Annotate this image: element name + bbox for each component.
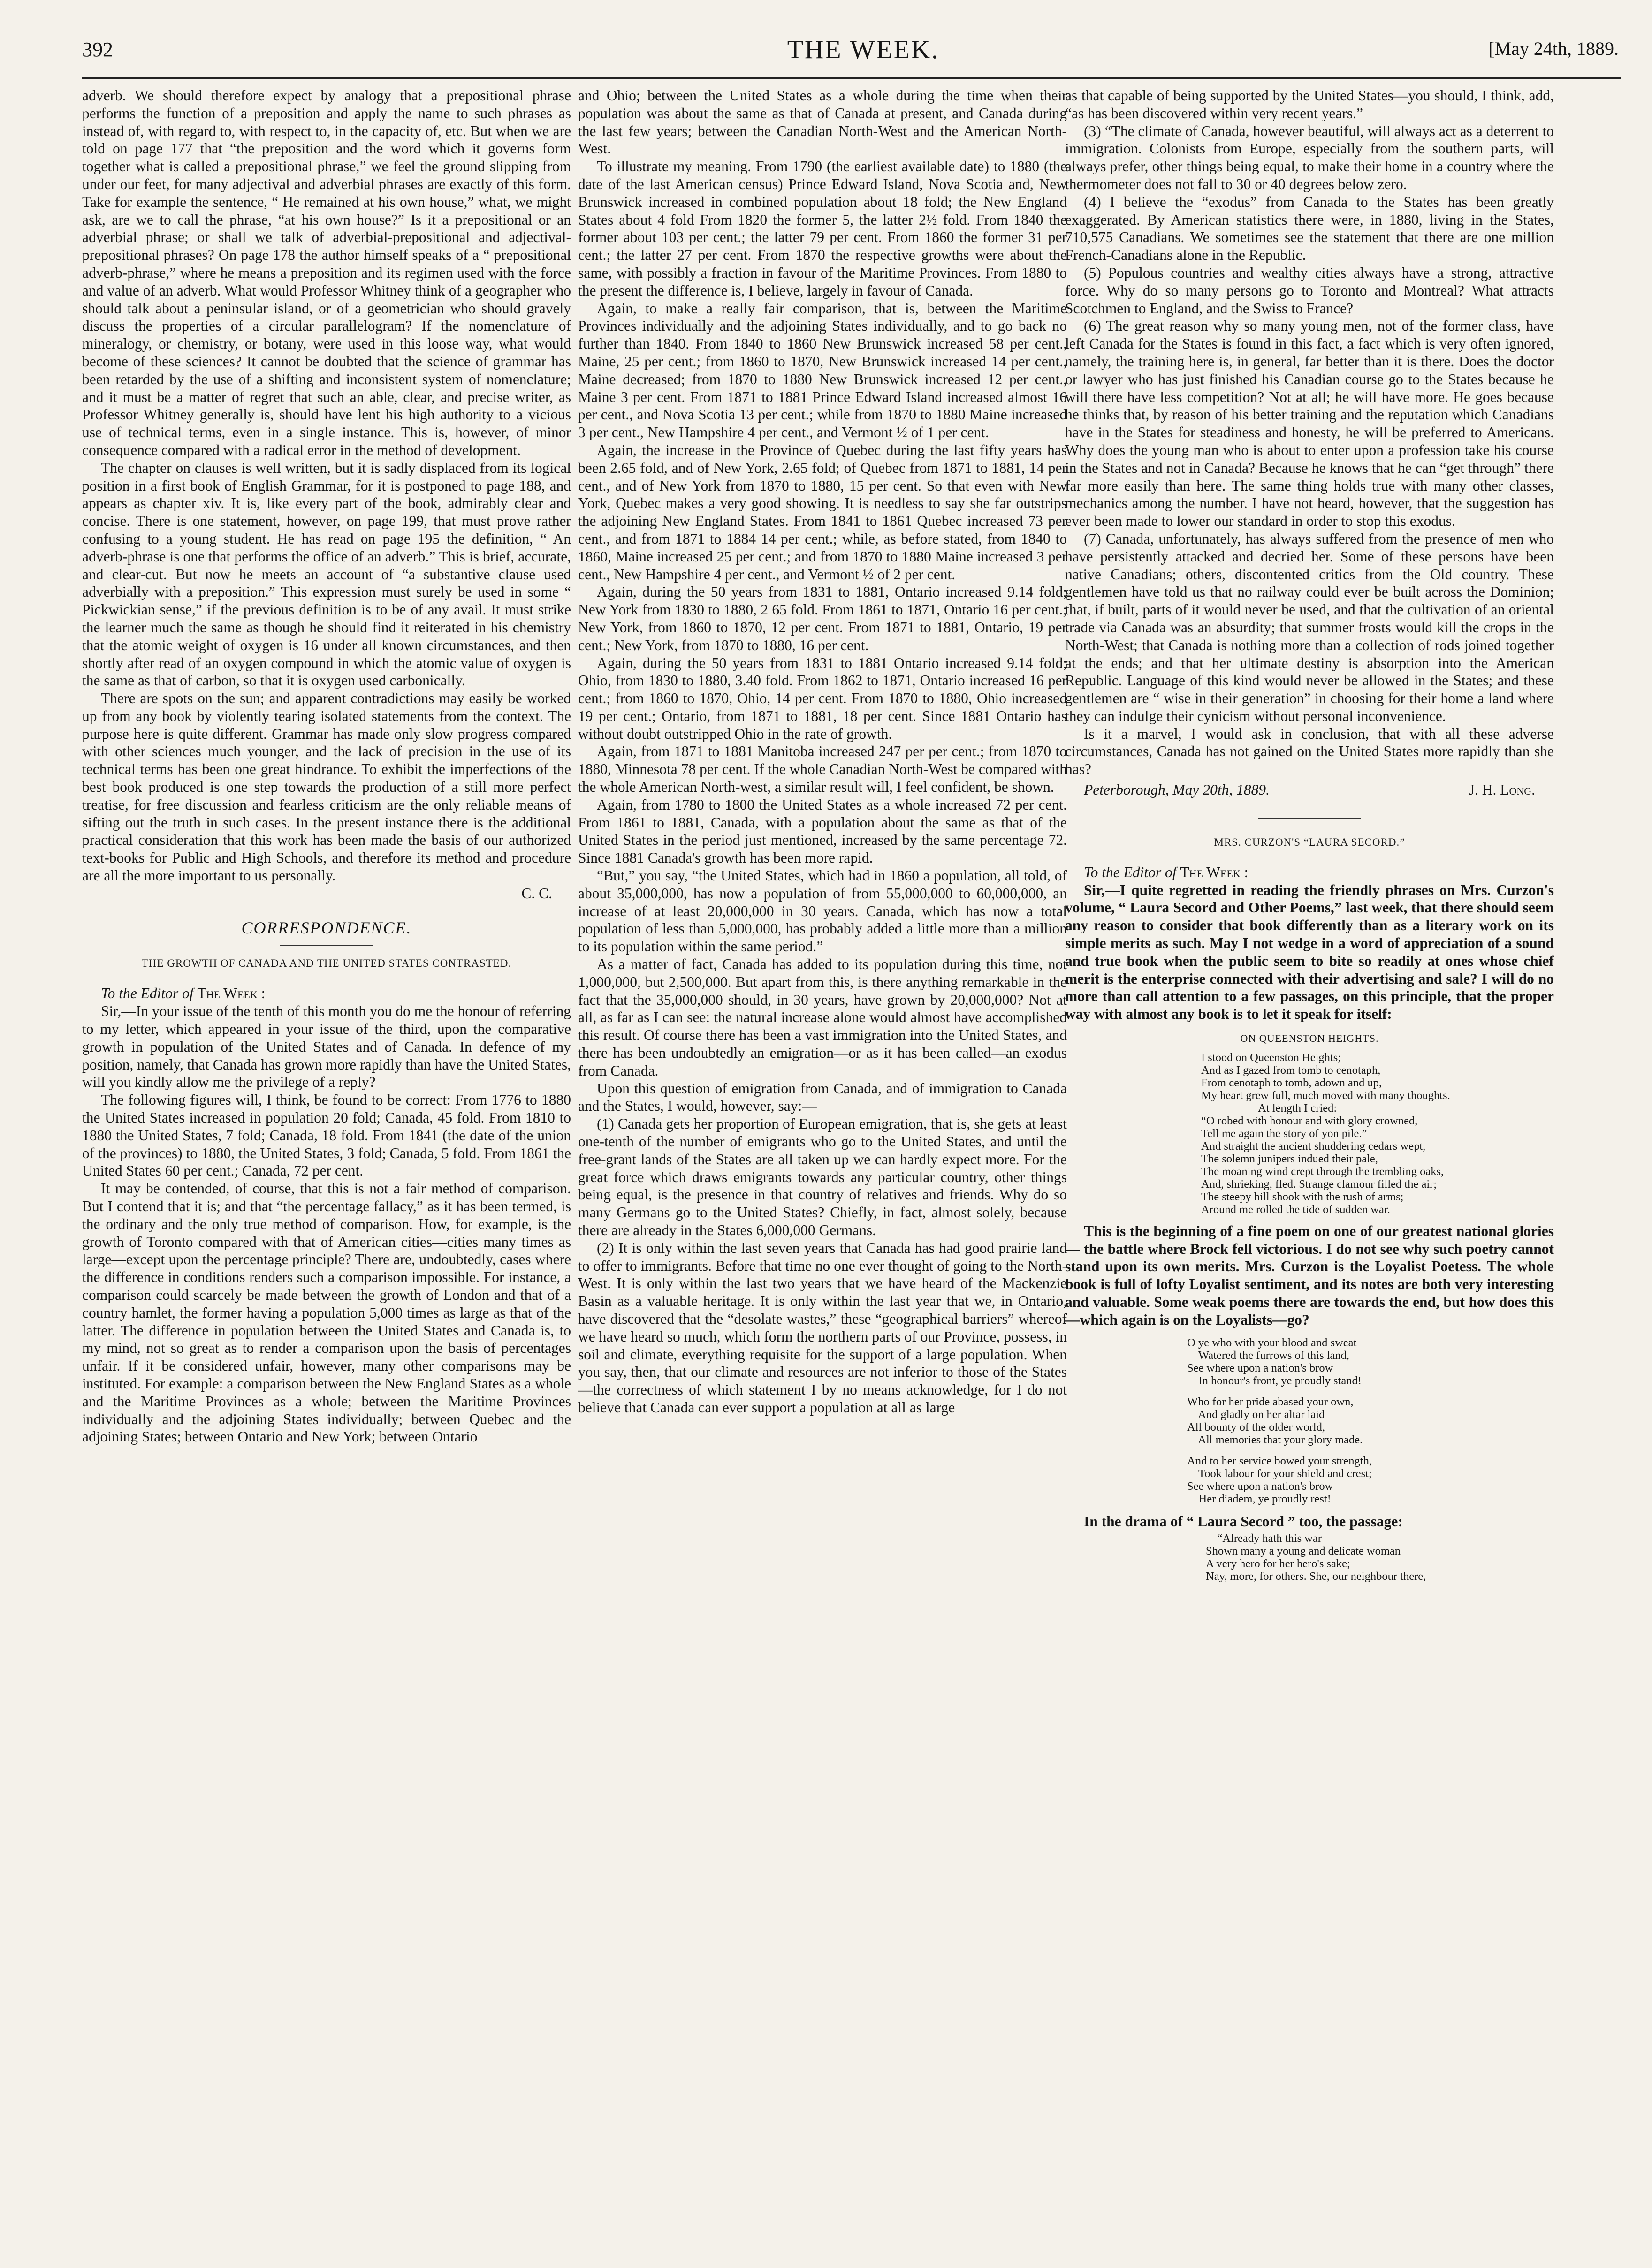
signature-name: J. H. Long. <box>1469 781 1535 798</box>
letter-paragraph: In the drama of “ Laura Secord ” too, the passage: <box>1084 1513 1403 1530</box>
divider <box>1258 818 1361 819</box>
poem-line: All memories that your glory made. <box>1187 1433 1363 1446</box>
poem-line: See where upon a nation's brow <box>1187 1479 1333 1493</box>
poem-line: At length I cried: <box>1201 1101 1337 1115</box>
paragraph: Again, from 1871 to 1881 Manitoba increased 247 per per cent.; from 1870 to 1880, Minnesota 78 per cent. If the whole Canadian North-West be compared with the whole American North-west, a similar result will, I feel confident, be shown. <box>578 743 1067 796</box>
editor-prefix: To the Editor of <box>101 985 194 1002</box>
paragraph: Is it a marvel, I would ask in conclusion, that with all these adverse circumstances, Canada has not gained on the United States more rapidly than she has? <box>1065 725 1554 778</box>
paragraph: (2) It is only within the last seven years that Canada has had good prairie land to offer to immigrants. Before that time no one ever thought of going to the North-West. It is only within the last two years that we have heard of the Mackenzie Basin as a valuable heritage. It is only within the last year that we, in Ontario, have discovered that the “desolate wastes,” these “geographical barriers” whereof we have heard so much, which form the northern parts of our Province, possess, in soil and climate, everything requisite for the support of a large population. When you say, then, that our climate and resources are not inferior to those of the States—the correctness of which statement I by no means acknowledge, for I do not believe that Canada can ever support a population at all as large <box>578 1239 1067 1416</box>
poem-line: Who for her pride abased your own, <box>1187 1395 1354 1408</box>
poem-line: And as I gazed from tomb to cenotaph, <box>1201 1063 1381 1077</box>
paragraph: Again, the increase in the Province of Quebec during the last fifty years has been 2.65 fold, and of New York, 2.65 fold; of Quebec from 1871 to 1881, 14 per cent., and of New York from 1870 to 1880, 15 per cent. So that even with New York, Quebec makes a very good showing. It is needless to say she far outstrips the adjoining New England States. From 1841 to 1861 Quebec increased 73 per cent., and from 1871 to 1884 14 per cent.; while, as before stated, from 1840 to 1860, Maine increased 25 per cent.; and from 1870 to 1880 Maine increased 3 per cent., New Hampshire 4 per cent., and Vermont ½ of 2 per cent. <box>578 441 1067 583</box>
poem-line: “O robed with honour and with glory crowned, <box>1201 1114 1418 1127</box>
poem-line: Tell me again the story of yon pile.” <box>1201 1127 1367 1140</box>
editor-suffix: : <box>261 985 266 1002</box>
column-3 <box>1065 87 1554 2245</box>
poem-line: A very hero for her hero's sake; <box>1206 1557 1350 1570</box>
page-number: 392 <box>82 38 113 61</box>
poem-line: Around me rolled the tide of sudden war. <box>1201 1203 1390 1216</box>
poem-line: The solemn junipers indued their pale, <box>1201 1152 1378 1165</box>
paragraph: To illustrate my meaning. From 1790 (the earliest available date) to 1880 (the date of the last American census) Prince Edward Island, Nova Scotia and, New Brunswick increased in combined population about 18 fold; the New England States about 4 fold From 1820 the former 5, the latter 2½ fold. From 1840 the former about 103 per cent.; the latter 79 per cent. From 1860 the former 31 per cent.; the latter 27 per cent. From 1870 the respective growths were about the same, with possibly a fraction in favour of the Maritime Provinces. From 1880 to the present the difference is, I believe, largely in favour of Canada. <box>578 158 1067 299</box>
paragraph: As a matter of fact, Canada has added to its population during this time, not 1,000,000, but 2,500,000. But apart from this, is there anything remarkable in the fact that the 35,000,000 should, in 30 years, have grown by 20,000,000? Not at all, as far as I can see: the natural increase alone would almost have accomplished this result. Of course there has been a vast immigration into the United States, and there has been undoubtedly an emigration—or as it has been called—an exodus from Canada. <box>578 956 1067 1079</box>
poem-line: O ye who with your blood and sweat <box>1187 1336 1357 1349</box>
signature: C. C. <box>521 885 552 902</box>
header-rule <box>82 77 1621 79</box>
letter-body <box>1065 881 1554 1583</box>
poem-line: My heart grew full, much moved with many thoughts. <box>1201 1089 1450 1102</box>
poem-line: The moaning wind crept through the trembling oaks, <box>1201 1165 1444 1178</box>
poem-line: And, shrieking, fled. Strange clamour filled the air; <box>1201 1177 1437 1191</box>
section-title: CORRESPONDENCE. <box>241 918 412 937</box>
letter-paragraph: The following figures will, I think, be found to be correct: From 1776 to 1880 the United States increased in population 20 fold; Canada, 45 fold. From 1810 to 1880 the United States, 7 fold; Canada, 18 fold. From 1841 (the date of the union of the provinces) to 1880, the United States, 3 fold; Canada, 5 fold. From 1861 the United States 60 per cent.; Canada, 72 per cent. <box>82 1092 571 1179</box>
issue-date: [May 24th, 1889. <box>1488 38 1619 59</box>
poem-line: All bounty of the older world, <box>1187 1420 1325 1434</box>
editor-paper: The Week <box>197 985 258 1002</box>
column-1 <box>82 87 571 2245</box>
poem-line: Took labour for your shield and crest; <box>1187 1467 1372 1480</box>
paragraph: The chapter on clauses is well written, but it is sadly displaced from its logical position in a first book of English Grammar, for it is postponed to page 188, and appears as chapter xiv. It is, like every part of the book, admirably clear and concise. There is one statement, however, on page 199, that must prove rather confusing to a young student. He has read on page 195 the definition, “ An adverb-phrase is one that performs the office of an adverb.” This is brief, accurate, and clear-cut. But now he meets an account of “a substantive clause used adverbially with a preposition.” This expression must surely be used in some “ Pickwickian sense,” if the previous definition is to be of any avail. It must strike the learner much the same as though he should find it reiterated in his chemistry that the atomic weight of oxygen is 16 under all known circumstances, and then shortly after read of an oxygen compound in which the atomic value of oxygen is the same as that of carbon, so that it is oxygen used carbonically. <box>82 459 571 689</box>
paragraph: as that capable of being supported by the United States—you should, I think, add, “as has been discovered within very recent years.” <box>1065 87 1554 121</box>
poem-line: From cenotaph to tomb, adown and up, <box>1201 1076 1382 1089</box>
poem-line: Watered the furrows of this land, <box>1187 1349 1349 1362</box>
letter-heading: MRS. CURZON'S “LAURA SECORD.” <box>1214 836 1405 848</box>
paragraph: Again, during the 50 years from 1831 to 1881 Ontario increased 9.14 fold; Ohio, from 1830 to 1880, 3.40 fold. From 1862 to 1871, Ontario increased 16 per cent.; from 1860 to 1870, Ohio, 14 per cent. From 1870 to 1880, Ohio increased 19 per cent.; Ontario, from 1871 to 1881, 18 per cent. Since 1881 Ontario has without doubt outstripped Ohio in the rate of growth. <box>578 654 1067 742</box>
paragraph: (3) “The climate of Canada, however beautiful, will always act as a deterrent to immigration. Colonists from Europe, especially from the southern parts, will always prefer, other things being equal, to make their home in a country where the thermometer does not fall to 30 or 40 degrees below zero. <box>1065 122 1554 192</box>
paragraph: Again, during the 50 years from 1831 to 1881, Ontario increased 9.14 fold; New York from 1830 to 1880, 2 65 fold. From 1861 to 1871, Ontario 16 per cent.; New York, from 1860 to 1870, 12 per cent. From 1871 to 1881, Ontario, 19 per cent.; New York, from 1870 to 1880, 16 per cent. <box>578 584 1067 653</box>
paragraph: (4) I believe the “exodus” from Canada to the States has been greatly exaggerated. By American statistics there were, in 1880, living in the States, 710,575 Canadians. We sometimes see the statement that there are one million French-Canadians alone in the Republic. <box>1065 193 1554 264</box>
poem-line: Her diadem, ye proudly rest! <box>1187 1492 1331 1505</box>
poem-line: And gladly on her altar laid <box>1187 1408 1325 1421</box>
section-rule <box>280 945 373 946</box>
poem-loyalists <box>1187 1336 1554 1505</box>
poem-queenston <box>1201 1051 1554 1216</box>
editor-paper: The Week <box>1180 864 1241 880</box>
editor-address <box>1065 864 1554 881</box>
paragraph: and Ohio; between the United States as a whole during the time when their population was about the same as that of Canada at present, and Canada during the last few years; between the Canadian North-West and the American North-West. <box>578 87 1067 157</box>
signature-place: Peterborough, May 20th, 1889. <box>1084 781 1270 798</box>
paragraph: Again, from 1780 to 1800 the United States as a whole increased 72 per cent. From 1861 to 1881, Canada, with a population about the same as that of the United States in the period just mentioned, increased by the same percentage 72. Since 1881 Canada's growth has been more rapid. <box>578 796 1067 866</box>
poem-line: And straight the ancient shuddering cedars wept, <box>1201 1139 1426 1153</box>
poem-line: And to her service bowed your strength, <box>1187 1454 1372 1467</box>
paragraph: (5) Populous countries and wealthy cities always have a strong, attractive force. Why do so many persons go to Toronto and Montreal? What attracts Scotchmen to England, and the Swiss to France? <box>1065 264 1554 317</box>
editor-address <box>82 985 571 1002</box>
masthead-title: THE WEEK. <box>787 35 940 64</box>
editor-prefix: To the Editor of <box>1084 864 1177 880</box>
poem-title: ON QUEENSTON HEIGHTS. <box>1240 1032 1379 1045</box>
poem-line: “Already hath this war <box>1206 1532 1322 1545</box>
stanza-gap <box>1187 1387 1554 1396</box>
letter-paragraph: It may be contended, of course, that this is not a fair method of comparison. But I contend that it is; and that “the percentage fallacy,” as it has been termed, is the ordinary and the only true method of comparison. How, for example, is the growth of Toronto compared with that of American cities—cities many times as large—except upon the percentage principle? There are, undoubtedly, cases where the difference in conditions renders such a comparison impossible. For instance, a comparison could scarcely be made between the growth of London and that of a country hamlet, the former having a population 5,000 times as large as that of the latter. The difference in population between the United States and Canada is, to my mind, not so great as to render a comparison upon the basis of percentages unfair. If it be considered unfair, however, many other comparisons may be instituted. For example: a comparison between the New England States as a whole and the Maritime Provinces as a whole; between the Maritime Provinces individually and the adjoining States individually; between Quebec and the adjoining States; between Ontario and New York; between Ontario <box>82 1180 571 1445</box>
drama-excerpt <box>1206 1532 1554 1583</box>
poem-line: I stood on Queenston Heights; <box>1201 1051 1341 1064</box>
paragraph: Upon this question of emigration from Canada, and of immigration to Canada and the States, I would, however, say:— <box>578 1080 1067 1115</box>
letter-paragraph: This is the beginning of a fine poem on one of our greatest national glories — the battle where Brock fell victorious. I do not see why such poetry cannot stand upon its own merits. Mrs. Curzon is the Loyalist Poetess. The whole book is full of lofty Loyalist sentiment, and its notes are both very interesting and valuable. Some weak poems there are towards the end, but how does this—which again is on the Loyalists—go? <box>1065 1222 1554 1328</box>
paragraph: (7) Canada, unfortunately, has always suffered from the presence of men who have persistently attacked and decried her. Some of these persons have been native Canadians; others, discontented critics from the Old country. These gentlemen have told us that no railway could ever be built across the Dominion; that, if built, parts of it would never be used, and that the cultivation of an oriental trade via Canada was an absurdity; that summer frosts would kill the crops in the North-West; that Canada is nothing more than a collection of rods joined together at the ends; and that her ultimate destiny is absorption into the American Republic. Language of this kind would never be allowed in the States; and these gentlemen are “ wise in their generation” in choosing for their home a land where they can indulge their cynicism without personal inconvenience. <box>1065 530 1554 724</box>
poem-line: Nay, more, for others. She, our neighbour there, <box>1206 1570 1426 1583</box>
stanza-gap <box>1187 1446 1554 1455</box>
column-2 <box>578 87 1067 2245</box>
letter-signature <box>1065 781 1554 799</box>
paragraph: There are spots on the sun; and apparent contradictions may easily be worked up from any book by violently tearing isolated statements from the context. The purpose here is quite different. Grammar has made only slow progress compared with other sciences much younger, and the lack of precision in the use of its technical terms has been one great hindrance. To exhibit the imperfections of the best book produced is one step towards the production of a still more perfect treatise, for free discussion and fearless criticism are the only reliable means of sifting out the truth in such cases. In the present instance there is the additional practical consideration that this work has been made the basis of our authorized text-books for Public and High Schools, and therefore its method and procedure are all the more important to us personally. <box>82 690 571 884</box>
poem-line: Shown many a young and delicate woman <box>1206 1545 1401 1558</box>
paragraph: (1) Canada gets her proportion of European emigration, that is, she gets at least one-tenth of the number of emigrants who go to the United States, and until the free-grant lands of the States are all taken up we can hardly expect more. For the great force which draws emigrants towards any particular country, other things being equal, is the presence in that country of relatives and friends. Why do so many Germans go to the United States? Chiefly, in fact, almost solely, because there are already in the States 6,000,000 Germans. <box>578 1115 1067 1238</box>
poem-line: The steepy hill shook with the rush of arms; <box>1201 1190 1404 1203</box>
paragraph: adverb. We should therefore expect by analogy that a prepositional phrase performs the function of a preposition and apply the name to such phrases as instead of, with regard to, with respect to, in the capacity of, etc. But when we are told on page 177 that “the preposition and the word which it governs form together what is called a prepositional phrase,” we feel the ground slipping from under our feet, for many adjectival and adverbial phrases are exactly of this form. Take for example the sentence, “ He remained at his own house,” what, we might ask, are we to call the phrase, “at his own house?” Is it a prepositional or an adverbial phrase; or shall we talk of adverbial-prepositional and adjectival-prepositional phrases? On page 178 the author himself speaks of a “ prepositional adverb-phrase,” where he means a preposition and its regimen used with the force and value of an adverb. What would Professor Whitney think of a geographer who should talk about a peninsular island, or of a geometrician who should gravely discuss the properties of a circular parallelogram? If the nomenclature of mineralogy, or chemistry, or botany, were used in this loose way, what would become of these sciences? It cannot be doubted that the science of grammar has been retarded by the use of a shifting and inconsistent system of nomenclature; and it must be a matter of regret that such an able, clear, and precise writer, as Professor Whitney generally is, should have lent his high authority to a vicious use of technical terms, even in a single instance. This is, however, of minor consequence compared with a radical error in the method of development. <box>82 87 571 458</box>
page-header <box>82 35 1644 75</box>
paragraph: (6) The great reason why so many young men, not of the former class, have left Canada for the States is found in this fact, a fact which is very often ignored, namely, the training here is, in general, far better than it is there. Does the doctor or lawyer who has just finished his Canadian course go to the States because he will there have less competition? Not at all; he will have more. He goes because he thinks that, by reason of his better training and the reputation which Canadians have in the States for steadiness and honesty, he will be preferred to Americans. Why does the young man who is about to enter upon a profession take his course in the States and not in Canada? Because he knows that he can “get through” there far more easily than here. The same thing holds true with many other classes, mechanics among the number. I have not heard, however, that the suggestion has ever been made to lower our standard in order to stop this exodus. <box>1065 318 1554 530</box>
letter-paragraph: Sir,—In your issue of the tenth of this month you do me the honour of referring to my letter, which appeared in your issue of the third, upon the comparative growth in population of the United States and of Canada. In defence of my position, namely, that Canada has grown more rapidly than have the United States, will you kindly allow me the privilege of a reply? <box>82 1003 571 1091</box>
poem-line: In honour's front, ye proudly stand! <box>1187 1374 1362 1387</box>
editor-suffix: : <box>1244 864 1249 880</box>
letter-paragraph: Sir,—I quite regretted in reading the friendly phrases on Mrs. Curzon's volume, “ Laura Secord and Other Poems,” last week, that there should seem any reason to consider that book differently than as a literary work on its simple merits as such. May I not wedge in a word of appreciation of a sound and true book when the public seem to bite so readily at ones whose chief merit is the enterprise connected with their advertising and sale? I will do no more than call attention to a few passages, on this principle, that the proper way with almost any book is to let it speak for itself: <box>1065 881 1554 1023</box>
paragraph: Again, to make a really fair comparison, that is, between the Maritime Provinces individually and the adjoining States individually, and to go back no further than 1840. From 1840 to 1860 New Brunswick increased 58 per cent., Maine, 25 per cent.; from 1860 to 1870, New Brunswick increased 14 per cent., Maine decreased; from 1870 to 1880 New Brunswick increased 12 per cent., Maine 3 per cent. From 1871 to 1881 Prince Edward Island increased almost 16 per cent., and Nova Scotia 13 per cent.; while from 1870 to 1880 Maine increased 3 per cent., New Hampshire 4 per cent., and Vermont ½ of 1 per cent. <box>578 300 1067 441</box>
paragraph: “But,” you say, “the United States, which had in 1860 a population, all told, of about 35,000,000, has now a population of from 55,000,000 to 60,000,000, an increase of at least 20,000,000 in 30 years. Canada, which has now a total population of less than 5,000,000, has probably added a little more than a million to its population within the same period.” <box>578 867 1067 955</box>
poem-line: See where upon a nation's brow <box>1187 1361 1333 1374</box>
letter-heading: THE GROWTH OF CANADA AND THE UNITED STATES CONTRASTED. <box>141 957 512 970</box>
